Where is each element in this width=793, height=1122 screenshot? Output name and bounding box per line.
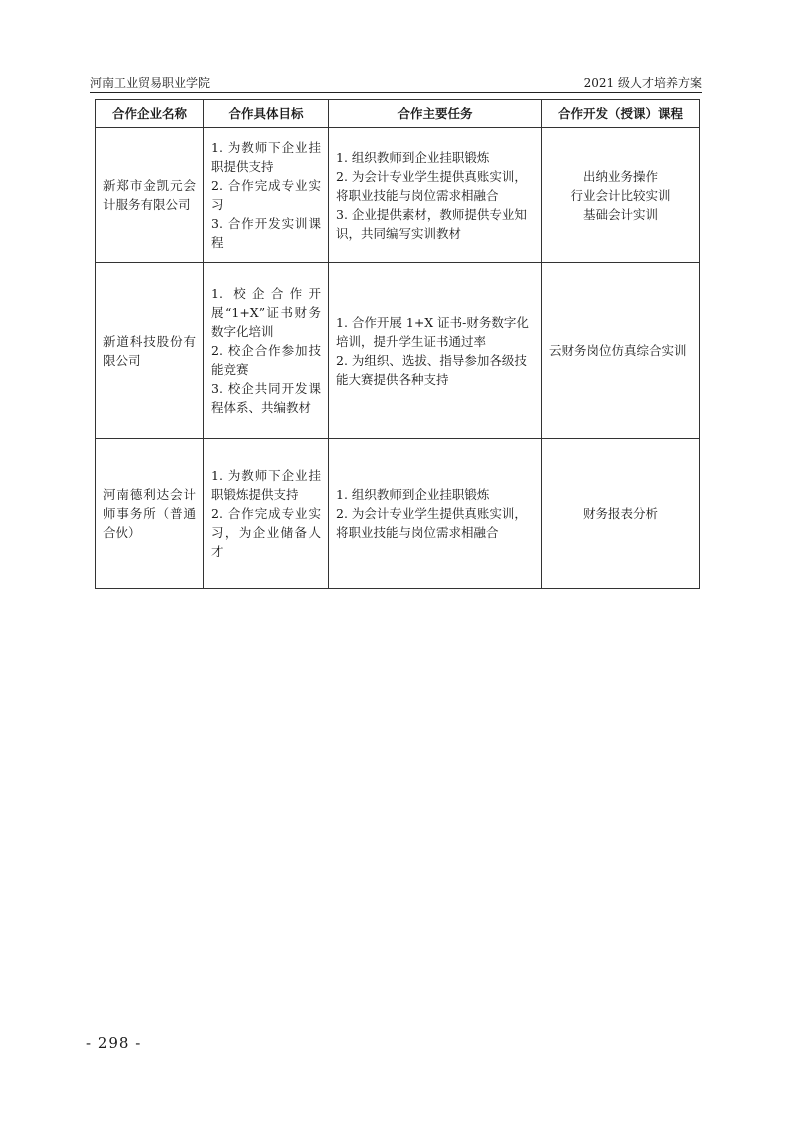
table-row	[96, 128, 700, 263]
table-row	[96, 439, 700, 589]
course-item: 基础会计实训	[582, 206, 658, 222]
course-item: 行业会计比较实训	[570, 187, 671, 203]
table-header-row	[96, 100, 700, 128]
page-header	[90, 70, 702, 92]
header-document-title: 2021 级人才培养方案	[583, 76, 702, 90]
course-item: 出纳业务操作	[582, 168, 658, 184]
task-item: 2. 为会计专业学生提供真账实训，将职业技能与岗位需求相融合	[336, 506, 527, 540]
task-item: 2. 为组织、选拔、指导参加各级技能大赛提供各种支持	[336, 352, 527, 387]
courses-cell	[542, 439, 700, 589]
goal-item: 2. 校企合作参加技能竞赛	[211, 343, 321, 377]
courses-cell	[542, 263, 700, 439]
page-number: - 298 -	[86, 1034, 142, 1052]
goals-cell	[204, 263, 329, 439]
column-header-company: 合作企业名称	[96, 100, 204, 128]
goal-item: 1. 校企合作开展“1+X”证书财务数字化培训	[211, 286, 321, 339]
company-cell: 河南德利达会计师事务所（普通合伙）	[96, 439, 204, 589]
tasks-cell	[329, 128, 542, 263]
table-row	[96, 263, 700, 439]
task-item: 2. 为会计专业学生提供真账实训，将职业技能与岗位需求相融合	[336, 168, 527, 203]
goals-cell	[204, 128, 329, 263]
goal-item: 2. 合作完成专业实习	[211, 178, 321, 212]
task-item: 3. 企业提供素材，教师提供专业知识，共同编写实训教材	[336, 206, 527, 241]
cooperation-table	[95, 99, 700, 589]
task-item: 1. 合作开展 1+X 证书-财务数字化培训，提升学生证书通过率	[336, 314, 529, 349]
goal-item: 3. 合作开发实训课程	[211, 216, 321, 250]
goal-item: 1. 为教师下企业挂职提供支持	[211, 140, 321, 174]
company-cell: 新郑市金凯元会计服务有限公司	[96, 128, 204, 263]
course-item: 财务报表分析	[582, 506, 658, 521]
column-header-goals: 合作具体目标	[204, 100, 329, 128]
task-item: 1. 组织教师到企业挂职锻炼	[336, 487, 490, 502]
header-rule	[90, 92, 702, 93]
goal-item: 3. 校企共同开发课程体系、共编教材	[211, 381, 321, 415]
tasks-cell	[329, 263, 542, 439]
tasks-cell	[329, 439, 542, 589]
goal-item: 2. 合作完成专业实习，为企业储备人才	[211, 506, 321, 559]
company-cell: 新道科技股份有限公司	[96, 263, 204, 439]
courses-cell	[542, 128, 700, 263]
goals-cell	[204, 439, 329, 589]
header-school-name: 河南工业贸易职业学院	[90, 76, 211, 90]
course-item: 云财务岗位仿真综合实训	[549, 343, 687, 358]
column-header-courses: 合作开发（授课）课程	[542, 100, 700, 128]
column-header-tasks: 合作主要任务	[329, 100, 542, 128]
goal-item: 1. 为教师下企业挂职锻炼提供支持	[211, 468, 321, 502]
task-item: 1. 组织教师到企业挂职锻炼	[336, 149, 490, 165]
